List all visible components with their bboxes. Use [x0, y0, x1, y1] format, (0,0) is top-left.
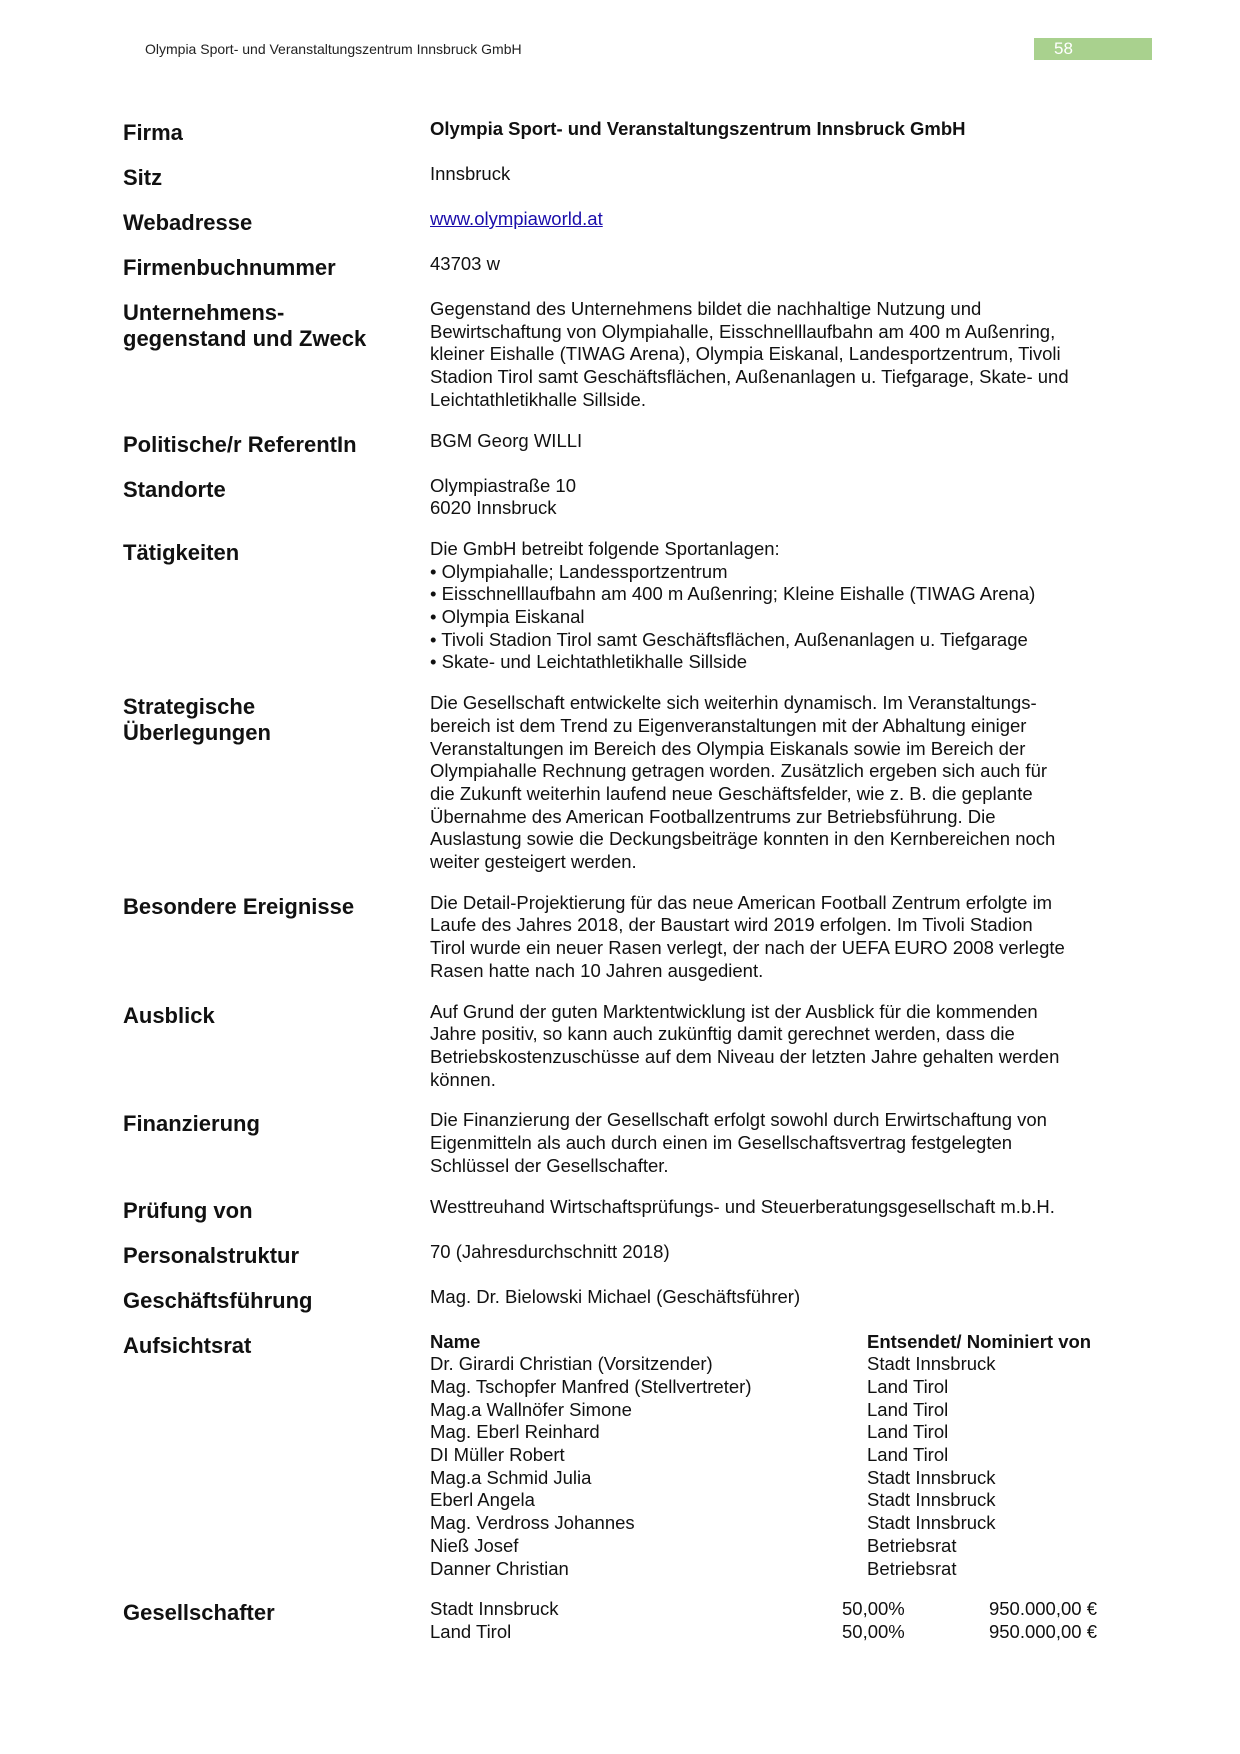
- list-item: • Olympiahalle; Landessportzentrum: [430, 560, 728, 582]
- board-table: [430, 1331, 1133, 1581]
- row-firmenbuchnummer: [123, 253, 1133, 281]
- list-item: • Olympia Eiskanal: [430, 606, 585, 628]
- board-member-org: Land Tirol: [867, 1444, 949, 1466]
- row-webadresse: [123, 208, 1133, 236]
- row-strategie: [123, 692, 1133, 874]
- label-gesellschafter: Gesellschafter: [123, 1600, 275, 1626]
- board-member-org: Land Tirol: [867, 1421, 949, 1443]
- label-standorte: Standorte: [123, 476, 226, 502]
- table-row: [430, 1598, 1133, 1621]
- row-pruefung: [123, 1196, 1133, 1224]
- board-name-column: [430, 1331, 867, 1581]
- board-member-org: Betriebsrat: [867, 1534, 957, 1556]
- board-member-name: DI Müller Robert: [430, 1444, 565, 1466]
- value-firmenbuchnummer: 43703 w: [430, 253, 500, 274]
- board-org-column: [867, 1331, 1133, 1581]
- label-webadresse: Webadresse: [123, 210, 253, 235]
- shareholder-percent: 50,00%: [842, 1598, 905, 1620]
- shareholder-name: Stadt Innsbruck: [430, 1598, 559, 1620]
- board-member-name: Dr. Girardi Christian (Vorsitzender): [430, 1353, 713, 1375]
- value-strategie: Die Gesellschaft entwickelte sich weiterhin dynamisch. Im Veranstaltungs- bereich ist dem Trend zu Eigenveranstaltungen mit der Abhaltung einiger Veranstaltungen im Bereich des Olympia Eiskanals sowie im Bereich der Olympiahalle Rechnung getragen worden. Zusätzlich ergeben sich auch für die Zukunft weiterhin laufend neue Geschäftsfelder, wie z. B. die geplante Übernahme des American Footballzentrums zur Betriebsführung. Die Auslastung sowie die Deckungsbeiträge konnten in den Kernbereichen noch weiter gesteigert werden.: [430, 692, 1056, 873]
- label-geschaeftsfuehrung: Geschäftsführung: [123, 1287, 313, 1313]
- board-member-org: Stadt Innsbruck: [867, 1466, 996, 1488]
- label-sitz: Sitz: [123, 165, 163, 190]
- list-item: • Skate- und Leichtathletikhalle Sillside: [430, 651, 748, 673]
- board-member-org: Stadt Innsbruck: [867, 1489, 996, 1511]
- company-profile: [123, 118, 1133, 1644]
- row-taetigkeiten: [123, 538, 1133, 674]
- board-member-name: Mag. Eberl Reinhard: [430, 1421, 600, 1443]
- value-sitz: Innsbruck: [430, 163, 511, 184]
- board-header-name: Name: [430, 1330, 481, 1352]
- list-item: • Tivoli Stadion Tirol samt Geschäftsflächen, Außenanlagen u. Tiefgarage: [430, 628, 1028, 650]
- row-aufsichtsrat: [123, 1331, 1133, 1581]
- row-finanzierung: [123, 1109, 1133, 1177]
- row-ausblick: [123, 1001, 1133, 1092]
- board-header-org: Entsendet/ Nominiert von: [867, 1330, 1092, 1352]
- row-sitz: [123, 163, 1133, 191]
- label-taetigkeiten: Tätigkeiten: [123, 539, 240, 565]
- shareholder-table: [430, 1598, 1133, 1643]
- label-zweck: Unternehmens- gegenstand und Zweck: [123, 300, 367, 351]
- shareholder-amount: 950.000,00 €: [988, 1598, 1097, 1620]
- value-personalstruktur: 70 (Jahresdurchschnitt 2018): [430, 1240, 670, 1262]
- row-ereignisse: [123, 892, 1133, 983]
- board-member-name: Mag.a Schmid Julia: [430, 1466, 592, 1488]
- board-member-org: Stadt Innsbruck: [867, 1512, 996, 1534]
- shareholder-amount: 950.000,00 €: [988, 1620, 1097, 1642]
- board-member-org: Land Tirol: [867, 1398, 949, 1420]
- label-aufsichtsrat: Aufsichtsrat: [123, 1332, 252, 1358]
- row-geschaeftsfuehrung: [123, 1286, 1133, 1314]
- row-firma: [123, 118, 1133, 146]
- header-title: Olympia Sport- und Veranstaltungszentrum Innsbruck GmbH: [145, 41, 522, 57]
- table-row: [430, 1621, 1133, 1644]
- label-pruefung: Prüfung von: [123, 1197, 253, 1223]
- label-referent: Politische/r ReferentIn: [123, 431, 357, 457]
- value-referent: BGM Georg WILLI: [430, 429, 583, 451]
- board-member-name: Nieß Josef: [430, 1534, 519, 1556]
- shareholder-name: Land Tirol: [430, 1620, 512, 1642]
- value-pruefung: Westtreuhand Wirtschaftsprüfungs- und Steuerberatungsgesellschaft m.b.H.: [430, 1195, 1055, 1217]
- value-ausblick: Auf Grund der guten Marktentwicklung ist der Ausblick für die kommenden Jahre positiv, so kann auch zukünftig damit gerechnet werden, dass die Betriebskostenzuschüsse auf dem Niveau der letzten Jahre gehalten werden können.: [430, 1000, 1060, 1090]
- value-firma: Olympia Sport- und Veranstaltungszentrum Innsbruck GmbH: [430, 118, 966, 139]
- label-finanzierung: Finanzierung: [123, 1111, 260, 1137]
- label-ausblick: Ausblick: [123, 1002, 215, 1028]
- row-gesellschafter: [123, 1598, 1133, 1643]
- value-finanzierung: Die Finanzierung der Gesellschaft erfolgt sowohl durch Erwirtschaftung von Eigenmitteln als auch durch einen im Gesellschaftsvertrag festgelegten Schlüssel der Gesellschafter.: [430, 1109, 1047, 1176]
- list-item: • Eisschnelllaufbahn am 400 m Außenring; Kleine Eishalle (TIWAG Arena): [430, 583, 1036, 605]
- value-geschaeftsfuehrung: Mag. Dr. Bielowski Michael (Geschäftsführer): [430, 1285, 801, 1307]
- value-standorte: Olympiastraße 10 6020 Innsbruck: [430, 474, 576, 519]
- value-taetigkeiten: Die GmbH betreibt folgende Sportanlagen: • Olympiahalle; Landessportzentrum • Eisschnelllaufbahn am 400 m Außenring; Kleine Eishalle (TIWAG Arena) • Olympia Eiskanal • Tivoli Stadion Tirol samt Geschäftsflächen, Außenanlagen u. Tiefgarage • Skate- und Leichtathletikhalle Sillside: [430, 538, 1133, 674]
- label-strategie: Strategische Überlegungen: [123, 694, 271, 746]
- value-ereignisse: Die Detail-Projektierung für das neue American Football Zentrum erfolgte im Laufe des Jahres 2018, der Baustart wird 2019 erfolgen. Im Tivoli Stadion Tirol wurde ein neuer Rasen verlegt, der nach der UEFA EURO 2008 verlegte Rasen hatte nach 10 Jahren ausgedient.: [430, 891, 1065, 981]
- label-ereignisse: Besondere Ereignisse: [123, 893, 355, 919]
- value-zweck: Gegenstand des Unternehmens bildet die nachhaltige Nutzung und Bewirtschaftung von Olympiahalle, Eisschnelllaufbahn am 400 m Außenring, kleiner Eishalle (TIWAG Arena), Olympia Eiskanal, Landesportzentrum, Tivoli Stadion Tirol samt Geschäftsflächen, Außenanlagen u. Tiefgarage, Skate- und Leichtathletikhalle Sillside.: [430, 298, 1069, 410]
- page-number: 58: [1034, 38, 1152, 60]
- board-member-name: Danner Christian: [430, 1557, 569, 1579]
- label-firmenbuchnummer: Firmenbuchnummer: [123, 255, 336, 280]
- board-member-org: Land Tirol: [867, 1375, 949, 1397]
- row-zweck: [123, 298, 1133, 412]
- board-member-name: Mag. Verdross Johannes: [430, 1512, 635, 1534]
- board-member-name: Eberl Angela: [430, 1489, 535, 1511]
- label-personalstruktur: Personalstruktur: [123, 1242, 300, 1268]
- board-member-name: Mag. Tschopfer Manfred (Stellvertreter): [430, 1375, 752, 1397]
- board-member-org: Stadt Innsbruck: [867, 1353, 996, 1375]
- row-referent: [123, 430, 1133, 458]
- row-standorte: [123, 475, 1133, 520]
- board-member-org: Betriebsrat: [867, 1557, 957, 1579]
- website-link[interactable]: www.olympiaworld.at: [430, 208, 603, 229]
- label-firma: Firma: [123, 120, 183, 145]
- shareholder-percent: 50,00%: [842, 1620, 905, 1642]
- board-member-name: Mag.a Wallnöfer Simone: [430, 1398, 632, 1420]
- row-personalstruktur: [123, 1241, 1133, 1269]
